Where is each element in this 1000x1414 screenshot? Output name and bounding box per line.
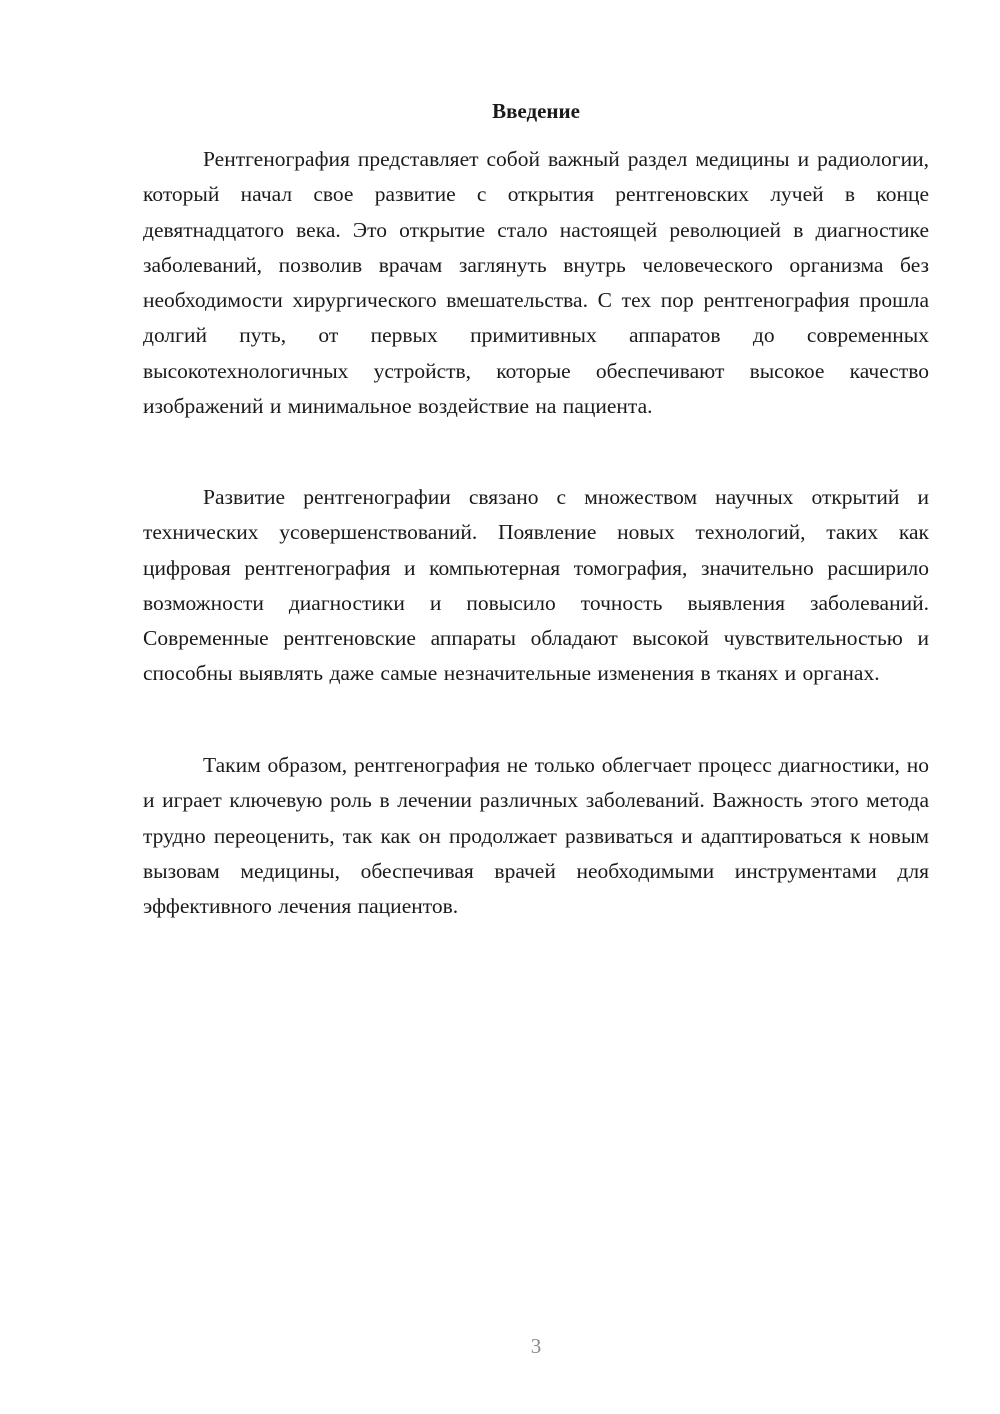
paragraph-conclusion: Таким образом, рентгенография не только облегчает процесс диагностики, но и играет ключевую роль в лечении различных заболеваний. Важность этого метода трудно переоценить, так как он продолжает развиваться и адаптироваться к новым вызовам медицины, обеспечивая врачей необходимыми инструментами для эффективного лечения пациентов. — [143, 753, 929, 919]
section-title: Введение — [492, 99, 580, 123]
paragraph-development: Развитие рентгенографии связано с множеством научных открытий и технических усовершенствований. Появление новых технологий, таких как цифровая рентгенография и компьютерная томография, значительно расширило возможности диагностики и повысило точность выявления заболеваний. Современные рентгеновские аппараты обладают высокой чувствительностью и способны выявлять даже самые незначительные изменения в тканях и органах. — [143, 485, 929, 686]
paragraph-intro: Рентгенография представляет собой важный раздел медицины и радиологии, который начал свое развитие с открытия рентгеновских лучей в конце девятнадцатого века. Это открытие стало настоящей революцией в диагностике заболеваний, позволив врачам заглянуть внутрь человеческого организма без необходимости хирургического вмешательства. С тех пор рентгенография прошла долгий путь, от первых примитивных аппаратов до современных высокотехнологичных устройств, которые обеспечивают высокое качество изображений и минимальное воздействие на пациента. — [143, 147, 929, 419]
page-number: 3 — [530, 1334, 542, 1358]
